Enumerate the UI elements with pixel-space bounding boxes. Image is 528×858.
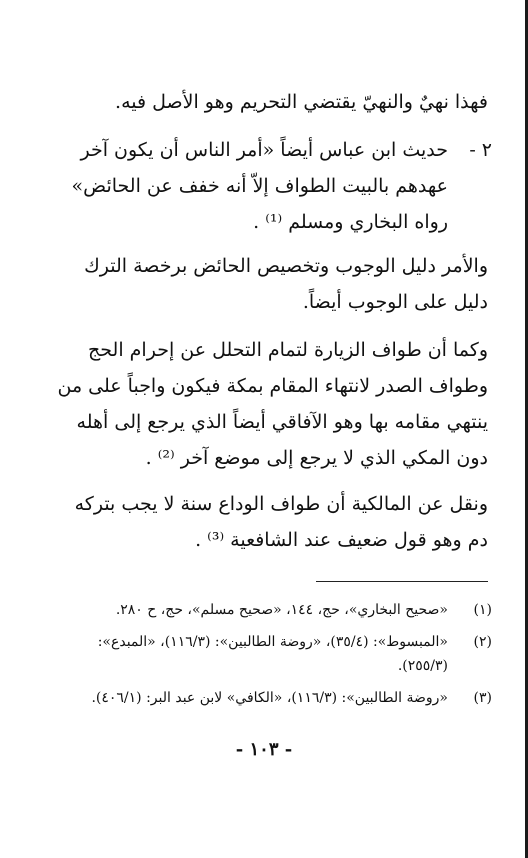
- body-line-8: وطواف الصدر لانتهاء المقام بمكة فيكون واجباً على من: [57, 375, 488, 397]
- body-line-2: حديث ابن عباس أيضاً «أمر الناس أن يكون آخر: [80, 139, 448, 161]
- body-line-9: ينتهي مقامه بها وهو الآفاقي أيضاً الذي يرجع إلى أهله: [76, 411, 488, 433]
- body-line-7: وكما أن طواف الزيارة لتمام التحلل عن إحرام الحج: [88, 339, 488, 361]
- body-line-4: رواه البخاري ومسلم ⁽¹⁾ .: [253, 211, 448, 233]
- footnote-2-number: (٢): [473, 634, 492, 650]
- body-line-1: فهذا نهيٌ والنهيّ يقتضي التحريم وهو الأصل فيه.: [115, 91, 488, 113]
- footnote-2-text-line-1: «المبسوط»: (٣٥/٤)، «روضة الطالبين»: (١١٦/٣)، «المبدع»:: [97, 634, 448, 650]
- page-number: - ١٠٣ -: [235, 739, 293, 760]
- body-line-11: ونقل عن المالكية أن طواف الوداع سنة لا يجب بتركه: [74, 493, 488, 515]
- footnote-3-text: «روضة الطالبين»: (١١٦/٣)، «الكافي» لابن عبد البر: (٤٠٦/١).: [91, 690, 448, 706]
- footnote-2-text-line-2: (٢٥٥/٣).: [397, 658, 448, 674]
- footnote-3-number: (٣): [473, 690, 492, 706]
- body-line-6: دليل على الوجوب أيضاً.: [302, 291, 488, 313]
- body-line-3: عهدهم بالبيت الطواف إلاّ أنه خفف عن الحائض»: [71, 175, 448, 197]
- list-item-number: ٢ -: [469, 139, 492, 161]
- body-line-5: والأمر دليل الوجوب وتخصيص الحائض برخصة الترك: [84, 255, 488, 277]
- footnote-1-number: (١): [473, 602, 492, 618]
- footnote-separator: [316, 581, 488, 582]
- body-line-10: دون المكي الذي لا يرجع إلى موضع آخر ⁽²⁾ .: [145, 447, 488, 469]
- footnote-1-text: «صحيح البخاري»، حج، ١٤٤، «صحيح مسلم»، حج، ح ٢٨٠.: [115, 602, 448, 618]
- body-line-12: دم وهو قول ضعيف عند الشافعية ⁽³⁾ .: [195, 529, 488, 551]
